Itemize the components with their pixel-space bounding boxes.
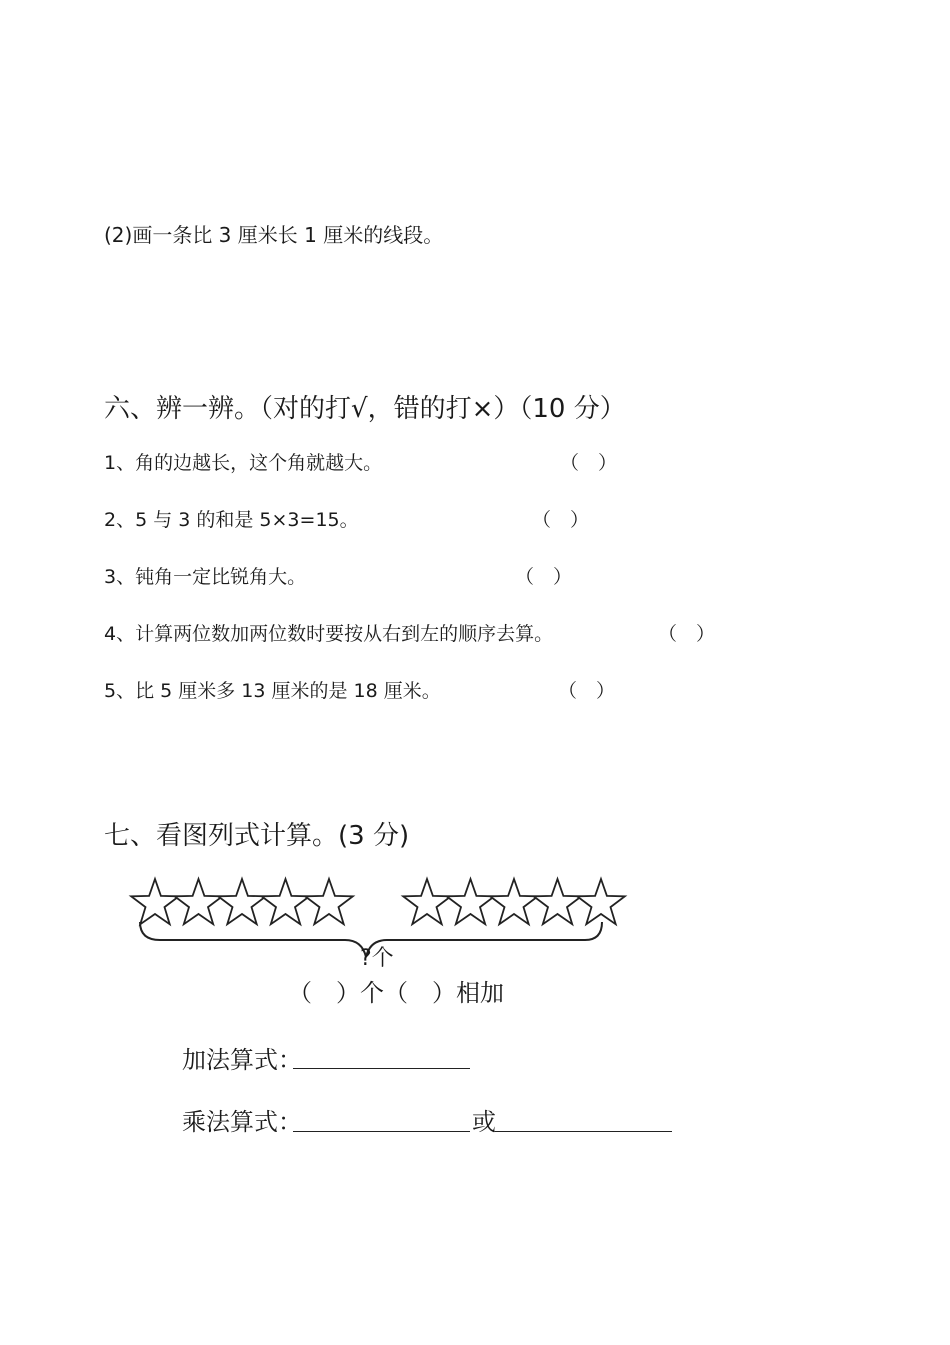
star-icon xyxy=(305,879,353,924)
addition-label: 加法算式： xyxy=(182,1046,302,1074)
judge-item-1: 1、角的边越长，这个角就越大。 xyxy=(104,452,383,474)
star-group-right xyxy=(403,879,625,924)
section-6-title: 六、辨一辨。（对的打√，错的打×）（10 分） xyxy=(104,394,626,424)
problem-draw-segment: (2)画一条比 3 厘米长 1 厘米的线段。 xyxy=(104,223,444,247)
addition-answer-blank[interactable] xyxy=(293,1068,470,1069)
judge-item-2: 2、5 与 3 的和是 5×3=15。 xyxy=(104,509,359,531)
star-icon xyxy=(534,879,582,924)
multiplication-answer-blank-2[interactable] xyxy=(495,1131,672,1132)
answer-paren-3[interactable]: （ ） xyxy=(515,566,573,588)
star-icon xyxy=(218,879,266,924)
multiplication-label: 乘法算式： xyxy=(182,1108,302,1136)
star-icon xyxy=(262,879,310,924)
brace-label: ?个 xyxy=(360,946,394,971)
star-icon xyxy=(131,879,179,924)
judge-item-5: 5、比 5 厘米多 13 厘米的是 18 厘米。 xyxy=(104,680,441,702)
star-group-left xyxy=(131,879,353,924)
answer-paren-1[interactable]: （ ） xyxy=(560,452,618,474)
star-icon xyxy=(577,879,625,924)
star-icon xyxy=(490,879,538,924)
section-7-title: 七、看图列式计算。(3 分) xyxy=(104,821,410,851)
answer-paren-2[interactable]: （ ） xyxy=(532,509,590,531)
repeated-addition-hint: （ ）个（ ）相加 xyxy=(288,979,504,1007)
multiplication-answer-blank-1[interactable] xyxy=(293,1131,470,1132)
judge-item-4: 4、计算两位数加两位数时要按从右到左的顺序去算。 xyxy=(104,623,554,645)
answer-paren-4[interactable]: （ ） xyxy=(658,623,716,645)
star-icon xyxy=(175,879,223,924)
answer-paren-5[interactable]: （ ） xyxy=(558,680,616,702)
or-label: 或 xyxy=(472,1108,496,1136)
star-icon xyxy=(403,879,451,924)
star-icon xyxy=(447,879,495,924)
judge-item-3: 3、钝角一定比锐角大。 xyxy=(104,566,307,588)
